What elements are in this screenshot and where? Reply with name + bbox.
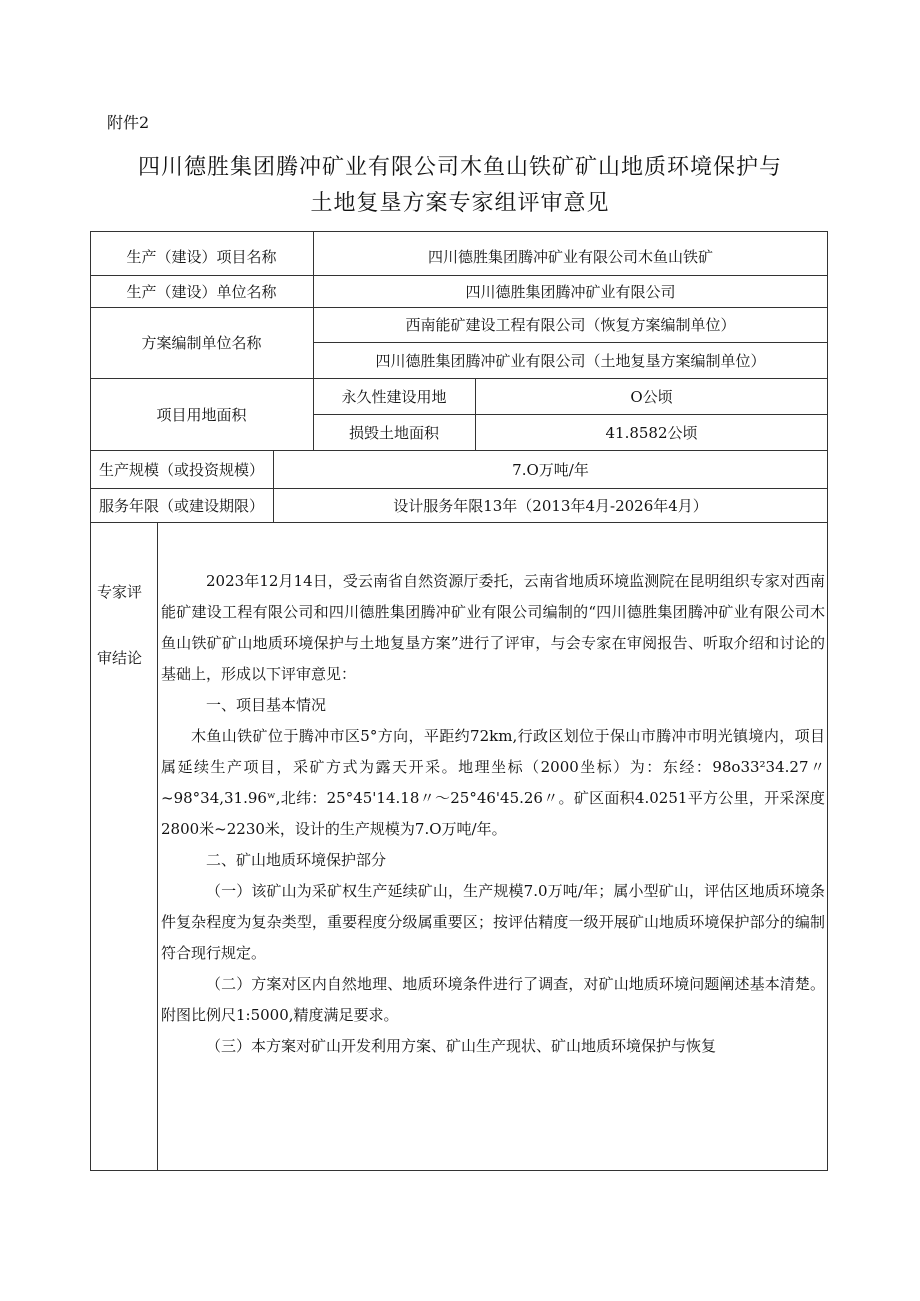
review-label-line-2: 审结论: [97, 649, 143, 667]
review-label-line-1: 专家评: [97, 583, 143, 601]
damaged-land-value: 41.8582公顷: [605, 423, 698, 442]
land-area-label: 项目用地面积: [156, 405, 247, 424]
review-conclusion-label: [97, 576, 157, 675]
section-heading: 一、项目基本情况: [206, 696, 327, 714]
table-rule: [90, 522, 828, 523]
review-paragraph: 2023年12月14日，受云南省自然资源厅委托，云南省地质环境监测院在昆明组织专家对西南能矿建设工程有限公司和四川德胜集团腾冲矿业有限公司编制的“四川德胜集团腾冲矿业有限公司木鱼山铁矿矿山地质环境保护与土地复垦方案”进行了评审，与会专家在审阅报告、听取介绍和讨论的基础上，形成以下评审意见：: [161, 572, 825, 683]
review-content: [161, 566, 825, 1062]
permanent-land-label: 永久性建设用地: [341, 387, 447, 406]
service-life-value: 设计服务年限13年（2013年4月-2026年4月）: [393, 496, 708, 515]
plan-unit-label: 方案编制单位名称: [141, 334, 262, 352]
review-paragraph: 木鱼山铁矿位于腾冲市区5°方向，平距约72km,行政区划位于保山市腾冲市明光镇境内，项目属延续生产项目，采矿方式为露天开采。地理坐标（2000坐标）为：东经：98o33²34.27〃~98°34,31.96ʷ,北纬：25°45'14.18〃～25°46'45.26〃。矿区面积4.0251平方公里，开采深度2800米~2230米，设计的生产规模为7.O万吨/年。: [161, 727, 825, 838]
review-paragraph: （一）该矿山为采矿权生产延续矿山，生产规模7.0万吨/年；属小型矿山，评估区地质环境条件复杂程度为复杂类型，重要程度分级属重要区；按评估精度一级开展矿山地质环境保护部分的编制符合现行规定。: [161, 882, 825, 962]
production-scale-label: 生产规模（或投资规模）: [98, 460, 264, 479]
unit-name-label: 生产（建设）单位名称: [126, 282, 277, 301]
section-heading: 二、矿山地质环境保护部分: [206, 851, 387, 869]
review-paragraph: （三）本方案对矿山开发利用方案、矿山生产现状、矿山地质环境保护与恢复: [206, 1037, 717, 1055]
service-life-label: 服务年限（或建设期限）: [98, 496, 264, 515]
document-title-line-1: 四川德胜集团腾冲矿业有限公司木鱼山铁矿矿山地质环境保护与: [137, 155, 782, 180]
unit-name-value: 四川德胜集团腾冲矿业有限公司: [465, 282, 676, 301]
production-scale-value: 7.O万吨/年: [512, 460, 589, 479]
table-rule: [157, 522, 158, 1171]
permanent-land-value: O公顷: [630, 387, 673, 406]
document-title-line-2: 土地复垦方案专家组评审意见: [310, 191, 610, 216]
attachment-label: 附件2: [107, 113, 150, 132]
project-name-label: 生产（建设）项目名称: [126, 248, 277, 266]
plan-unit-value-1: 西南能矿建设工程有限公司（恢复方案编制单位）: [405, 316, 736, 334]
plan-unit-value-2: 四川德胜集团腾冲矿业有限公司（土地复垦方案编制单位）: [375, 351, 766, 370]
damaged-land-label: 损毁土地面积: [348, 423, 439, 442]
review-paragraph: （二）方案对区内自然地理、地质环境条件进行了调查，对矿山地质环境问题阐述基本清楚。附图比例尺1:5000,精度满足要求。: [161, 975, 825, 1024]
project-name-value: 四川德胜集团腾冲矿业有限公司木鱼山铁矿: [427, 248, 713, 266]
